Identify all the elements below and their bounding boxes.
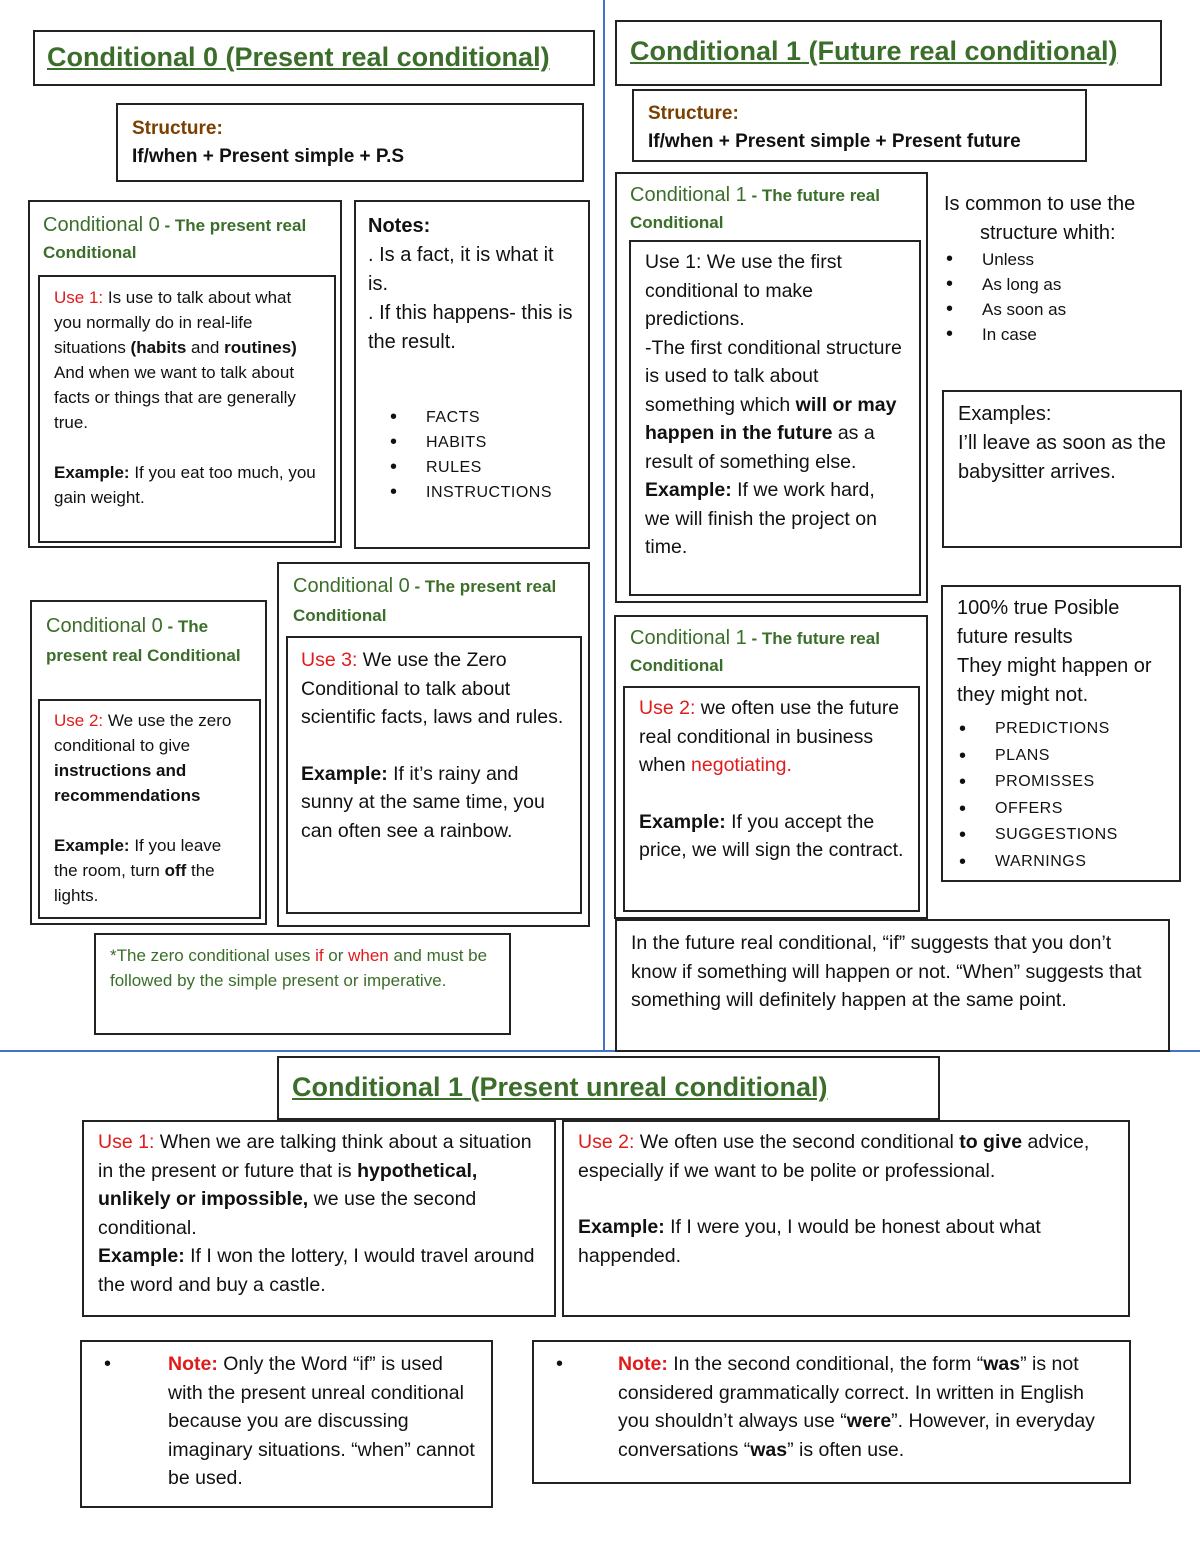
cond0-structure-box — [116, 103, 584, 182]
cond1-use1-text1: We use the first conditional to make predictions. — [645, 251, 842, 330]
cond2-note2-list — [554, 1350, 1115, 1464]
cond2-use1-bold: hypothetical, unlikely or impossible, — [98, 1159, 478, 1210]
cond1-structure-formula: If/when + Present simple + Present future — [648, 131, 1021, 152]
cond2-note2-d: ” is often use. — [787, 1438, 905, 1461]
list-item: • HABITS — [388, 430, 576, 455]
cond0-title-box — [33, 30, 595, 86]
cond1-use1-bold: will or may happen in the future — [645, 393, 897, 444]
cond0-use1-header-b: - The present real Conditional — [43, 216, 307, 262]
cond0-use1-example-label: Example: — [54, 463, 130, 482]
cond1-use1-header-b: - The future real Conditional — [630, 186, 880, 232]
cond0-footnote-when: when — [348, 946, 389, 965]
cond1-use2-header-a: Conditional 1 — [630, 627, 747, 649]
cond0-notes-list — [368, 405, 576, 505]
cond1-results-text1: 100% true Posible future results — [957, 597, 1120, 648]
cond1-use2-red: negotiating. — [691, 754, 792, 776]
cond0-notes-title: Notes: — [368, 215, 431, 237]
cond0-use3-example: If it’s rainy and sunny at the same time, you can often see a rainbow. — [301, 762, 545, 842]
cond2-use2-text2: advice, especially if we want to be polite or professional. — [578, 1131, 1090, 1182]
cond1-use1-header-a: Conditional 1 — [630, 184, 747, 206]
cond1-results-box — [941, 585, 1181, 882]
list-item: • Unless — [944, 247, 1184, 272]
cond0-use1-outer — [28, 200, 342, 548]
cond0-notes-line1: . Is a fact, it is what it is. — [368, 244, 554, 295]
list-item: • In case — [944, 322, 1184, 347]
cond1-use1-outer — [615, 172, 928, 603]
cond0-use2-header — [46, 612, 261, 670]
cond0-use1-bold1: (habits — [130, 338, 187, 357]
cond1-examples-label: Examples: — [958, 403, 1052, 425]
cond0-use2-bold: instructions and recommendations — [54, 761, 201, 805]
cond0-use2-header-b: - The present real Conditional — [46, 617, 241, 665]
cond0-use3-example-label: Example: — [301, 762, 388, 785]
cond0-use3-header-b: - The present real Conditional — [293, 577, 557, 625]
cond2-note2-box — [532, 1340, 1131, 1484]
cond0-use1-bold2: routines) — [224, 338, 297, 357]
cond1-common-list — [944, 247, 1184, 347]
cond0-use1-header-a: Conditional 0 — [43, 214, 160, 236]
cond0-notes-line2: . If this happens- this is the result. — [368, 302, 573, 353]
cond0-use2-example-bold: off — [164, 861, 187, 880]
list-item: • PREDICTIONS — [957, 716, 1165, 743]
cond0-use3-text: We use the Zero Conditional to talk about scientific facts, laws and rules. — [301, 649, 564, 728]
cond1-use2-header — [630, 625, 920, 679]
cond0-use3-box — [286, 636, 582, 914]
cond0-footnote-b: or — [323, 946, 349, 965]
cond0-use2-example-a: If you leave the room, turn — [54, 836, 222, 880]
cond1-common-intro: Is common to use the — [944, 193, 1136, 215]
cond1-examples-box — [942, 390, 1182, 548]
cond0-use2-text: We use the zero conditional to give — [54, 711, 232, 755]
list-item: • As soon as — [944, 297, 1184, 322]
cond1-title: Conditional 1 (Future real conditional) — [630, 36, 1118, 66]
vertical-divider — [603, 0, 605, 1052]
cond1-use1-header — [630, 182, 920, 236]
cond2-note1-list — [102, 1350, 477, 1493]
cond1-use1-example-label: Example: — [645, 479, 732, 501]
cond1-use1-box — [629, 240, 921, 596]
cond0-use1-text3: And when we want to talk about facts or things that are generally true. — [54, 363, 296, 432]
cond0-footnote-box — [94, 933, 511, 1035]
list-item: • PROMISSES — [957, 769, 1165, 796]
cond2-note2-b: ” is not considered grammatically correct. In written in English you shouldn’t always use “ — [618, 1353, 1085, 1432]
cond0-use1-example: If you eat too much, you gain weight. — [54, 463, 316, 507]
cond1-use1-text3: as a result of something else. — [645, 422, 875, 473]
cond1-use1-label: Use 1: — [645, 251, 702, 273]
cond2-use1-example-label: Example: — [98, 1245, 185, 1267]
cond2-use1-text1: When we are talking think about a situation in the present or future that is — [98, 1131, 532, 1182]
cond1-use2-header-b: - The future real Conditional — [630, 629, 880, 675]
cond1-structure-box — [632, 89, 1087, 162]
cond1-ifwhen-box — [615, 919, 1170, 1052]
cond0-use3-header-a: Conditional 0 — [293, 575, 410, 597]
cond2-use1-label: Use 1: — [98, 1131, 155, 1153]
list-item — [554, 1350, 1115, 1464]
cond1-use2-box — [623, 686, 920, 912]
cond0-use3-label: Use 3: — [301, 649, 358, 671]
cond1-use1-example-line — [645, 476, 905, 562]
cond1-use2-example-label: Example: — [639, 810, 726, 833]
cond0-use1-text1: Is use to talk about what you normally do in real-life situations — [54, 288, 292, 357]
cond2-note2-were: were — [846, 1410, 892, 1432]
cond1-use2-example: If you accept the price, we will sign the contract. — [639, 810, 904, 861]
list-item: • FACTS — [388, 405, 576, 430]
cond2-use2-bold: to give — [959, 1131, 1023, 1153]
cond1-use2-outer — [614, 615, 928, 919]
cond1-results-list — [957, 716, 1165, 875]
cond0-use1-text2: and — [186, 338, 225, 357]
cond0-use3-outer — [277, 562, 590, 927]
cond1-use2-text: we often use the future real conditional in business when — [639, 697, 900, 776]
cond2-note1-text: Only the Word “if” is used with the present unreal conditional because you are discussing imaginary situations. “when” cannot be used. — [168, 1353, 475, 1489]
cond1-use1-line1 — [645, 248, 905, 334]
cond2-use2-example: If I were you, I would be honest about what happended. — [578, 1216, 1041, 1267]
cond2-use1-text2: we use the second conditional. — [98, 1188, 477, 1239]
cond1-use1-text2: -The first conditional structure is used to talk about something which — [645, 336, 902, 416]
cond0-structure-formula: If/when + Present simple + P.S — [132, 146, 405, 167]
list-item: • RULES — [388, 455, 576, 480]
list-item: • PLANS — [957, 743, 1165, 770]
cond1-examples-text: I’ll leave as soon as the babysitter arrives. — [958, 432, 1166, 483]
cond2-note1-label: Note: — [168, 1353, 218, 1375]
cond1-use1-example: If we work hard, we will finish the project on time. — [645, 479, 877, 558]
cond2-use2-text1: We often use the second conditional — [634, 1131, 960, 1153]
cond1-title-box — [615, 20, 1162, 86]
cond2-title-box — [277, 1056, 940, 1120]
cond0-use3-header — [293, 572, 583, 630]
cond2-use1-example-line — [98, 1242, 540, 1299]
cond0-use1-box — [38, 275, 336, 543]
cond2-title: Conditional 1 (Present unreal conditional) — [292, 1072, 828, 1102]
cond1-use2-label: Use 2: — [639, 697, 696, 719]
cond0-notes-box — [354, 200, 590, 549]
cond2-note2-c: ”. However, in everyday conversations “ — [618, 1410, 1095, 1461]
cond1-ifwhen-text: In the future real conditional, “if” suggests that you don’t know if something will happen or not. “When” suggests that something will definitely happen at the same point. — [631, 932, 1142, 1011]
list-item: • INSTRUCTIONS — [388, 480, 576, 505]
cond2-use2-box — [562, 1120, 1130, 1317]
cond0-use2-label: Use 2: — [54, 711, 104, 730]
cond2-note1-box — [80, 1340, 493, 1508]
cond0-footnote-a: *The zero conditional uses — [110, 946, 316, 965]
cond0-use2-box — [38, 699, 261, 919]
cond0-use1-header — [43, 212, 333, 266]
cond2-use2-example-label: Example: — [578, 1216, 665, 1238]
cond2-use2-label: Use 2: — [578, 1131, 635, 1153]
cond0-structure-label: Structure: — [132, 118, 223, 139]
cond2-note2-a: In the second conditional, the form “ — [667, 1353, 984, 1375]
list-item — [102, 1350, 477, 1493]
list-item: • As long as — [944, 272, 1184, 297]
cond1-results-text2: They might happen or they might not. — [957, 655, 1152, 706]
cond1-common — [944, 190, 1184, 347]
cond2-note2-label: Note: — [618, 1353, 668, 1375]
cond2-note2-was1: was — [983, 1353, 1021, 1375]
cond1-structure-label: Structure: — [648, 103, 739, 124]
cond0-use2-example-label: Example: — [54, 836, 130, 855]
cond0-use1-label: Use 1: — [54, 288, 104, 307]
cond0-use2-example-b: the lights. — [54, 861, 215, 905]
cond2-use1-box — [82, 1120, 556, 1317]
list-item: • OFFERS — [957, 796, 1165, 823]
cond0-footnote-if: if — [315, 946, 324, 965]
list-item: • WARNINGS — [957, 849, 1165, 876]
cond0-title: Conditional 0 (Present real conditional) — [47, 42, 550, 72]
cond0-use2-outer — [30, 600, 267, 925]
cond2-use1-example: If I won the lottery, I would travel around the word and buy a castle. — [98, 1245, 535, 1296]
cond2-note2-was2: was — [750, 1438, 788, 1461]
list-item: • SUGGESTIONS — [957, 822, 1165, 849]
cond1-common-intro2: structure whith: — [980, 221, 1116, 244]
cond0-footnote-c: and must be followed by the simple present or imperative. — [110, 946, 488, 990]
cond0-use2-header-a: Conditional 0 — [46, 615, 163, 637]
